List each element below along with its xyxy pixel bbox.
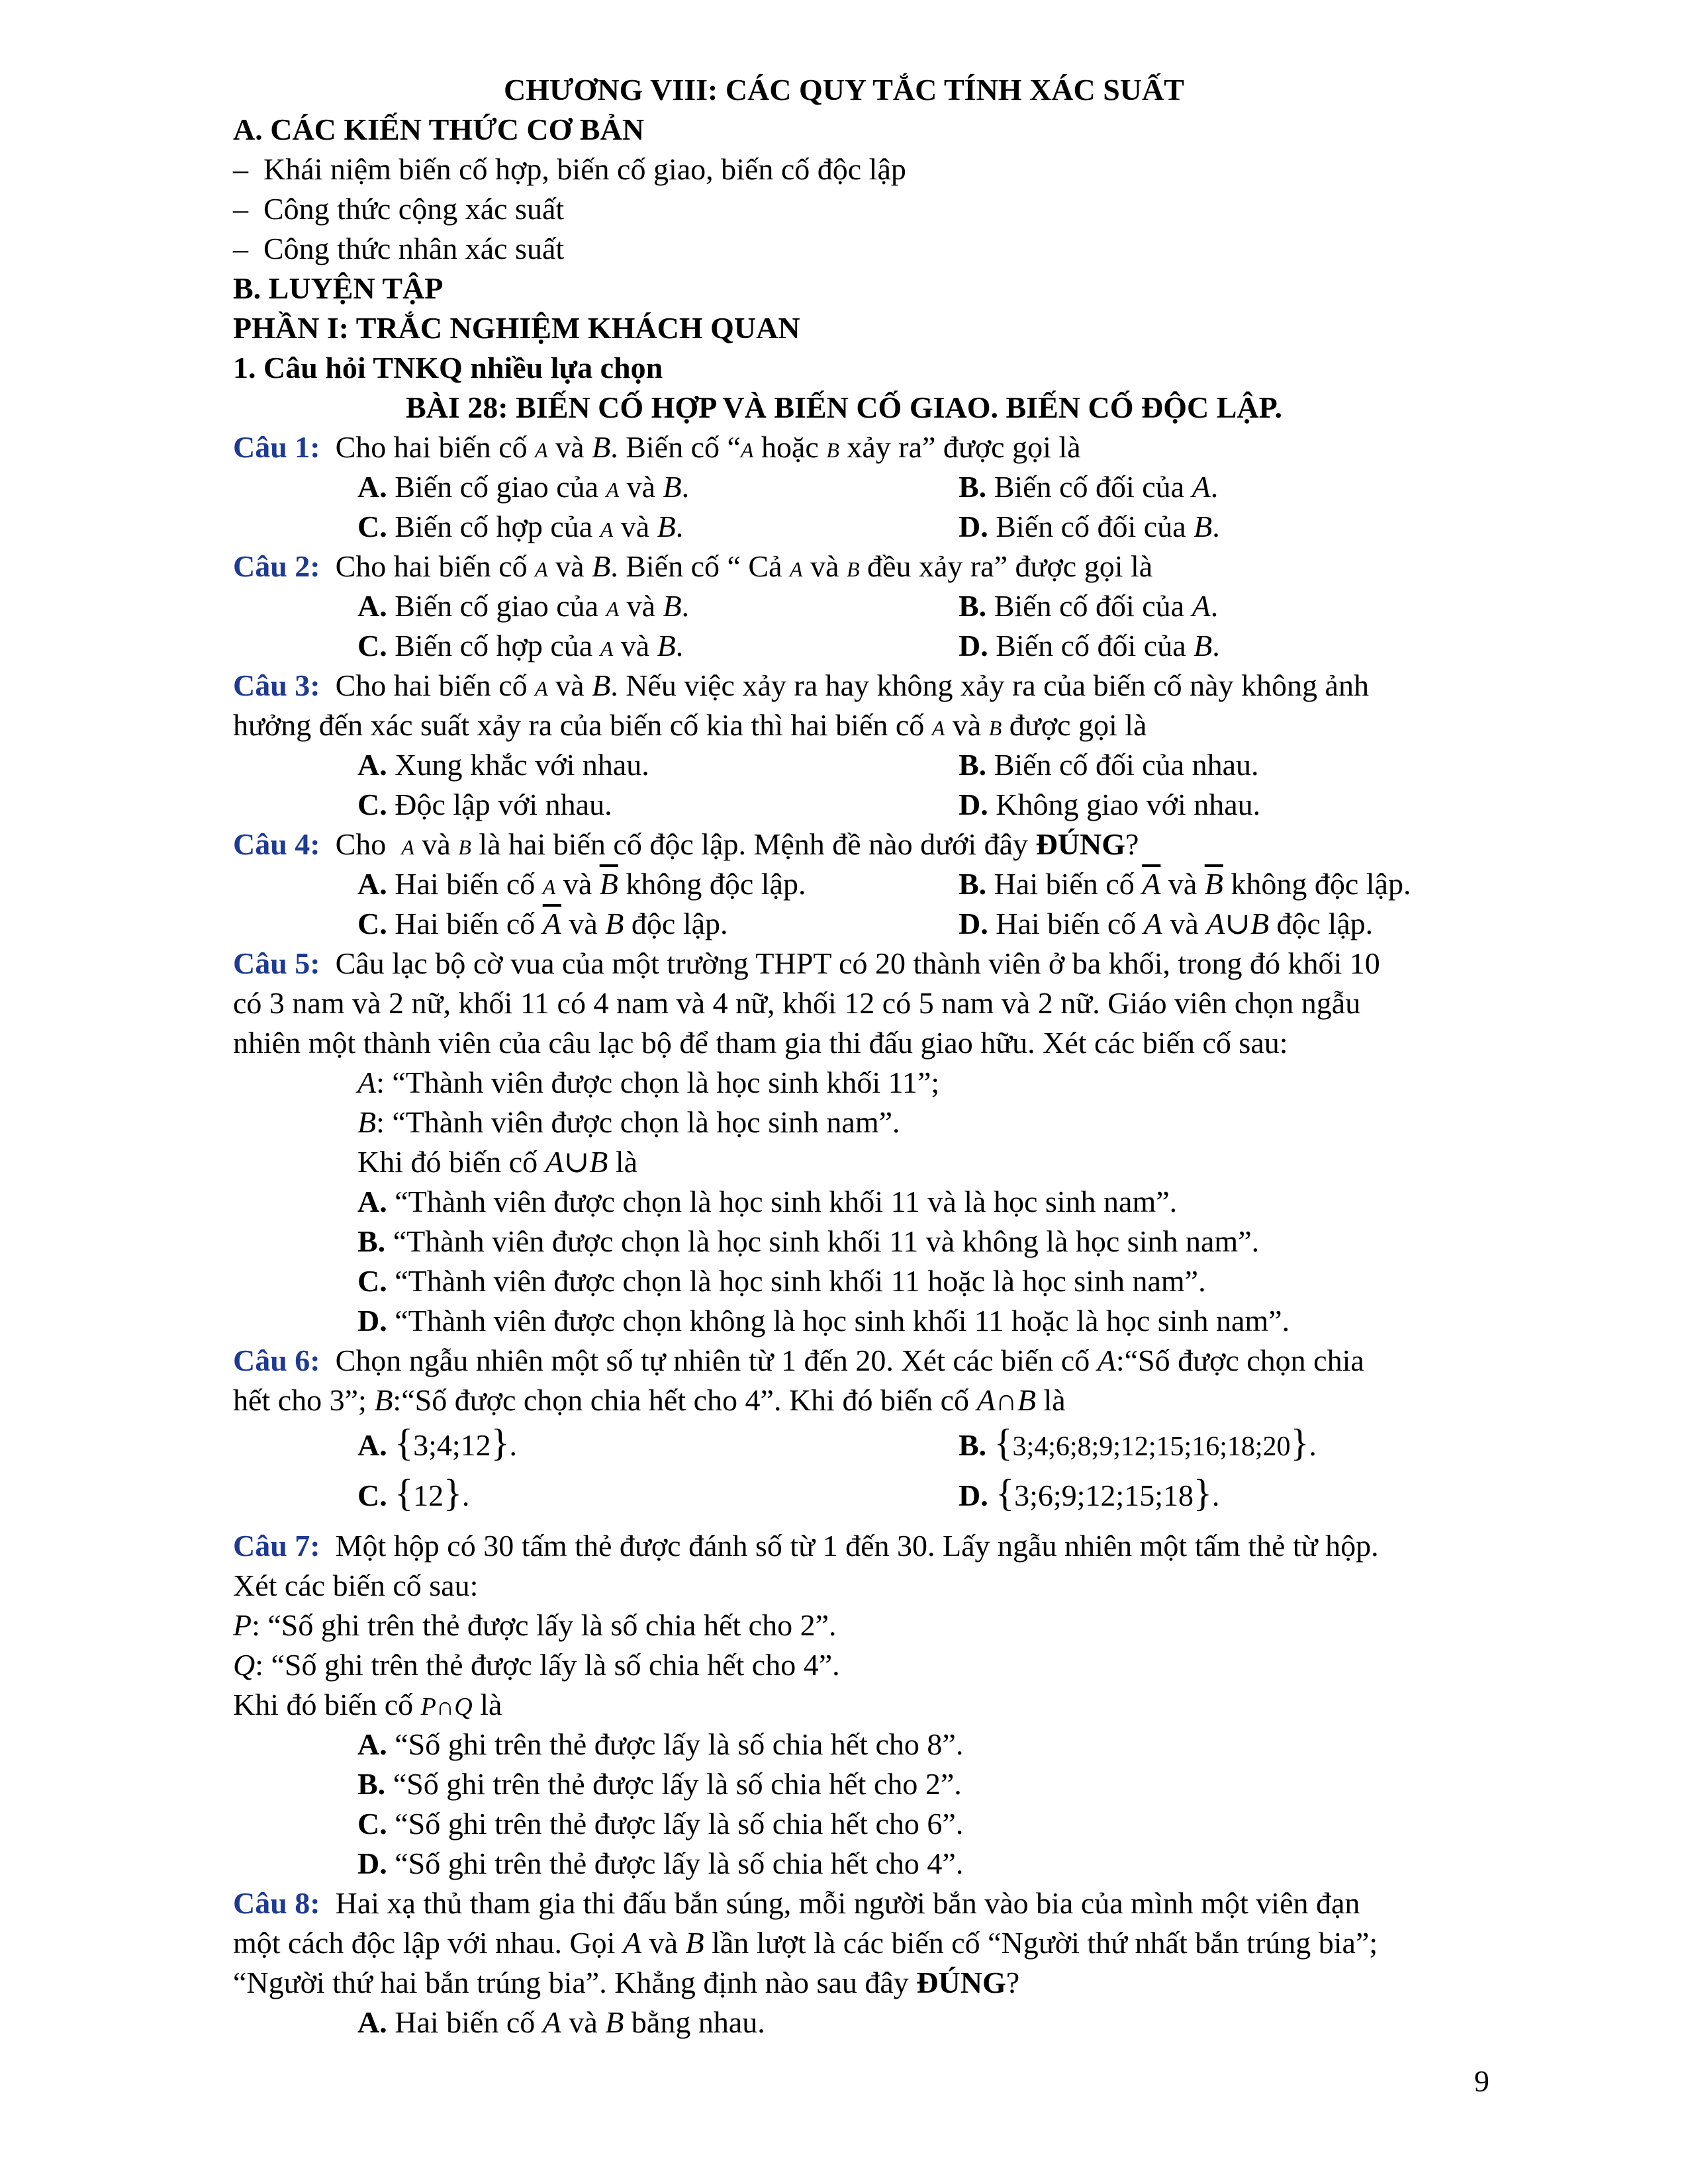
option-d: D. “Thành viên được chọn không là học sinh khối 11 hoặc là học sinh nam”.: [357, 1304, 1290, 1338]
question-8-cont: một cách độc lập với nhau. Gọi A và B lần lượt là các biến cố “Người thứ nhất bắn trúng bia”;: [233, 1926, 1378, 1960]
bullet-item: – Khái niệm biến cố hợp, biến cố giao, biến cố độc lập: [233, 152, 906, 186]
question-6-cont: hết cho 3”; B:“Số được chọn chia hết cho 4”. Khi đó biến cố A∩B là: [233, 1383, 1066, 1417]
option-c: C. Biến cố hợp của A và B.: [357, 629, 684, 662]
option-b: B. Biến cố đối của A.: [959, 470, 1219, 504]
option-a: A. “Số ghi trên thẻ được lấy là số chia hết cho 8”.: [357, 1727, 964, 1761]
option-c: C. Độc lập với nhau.: [357, 788, 612, 821]
bullet-item: – Công thức cộng xác suất: [233, 192, 565, 226]
option-d: D. Không giao với nhau.: [959, 788, 1261, 821]
question-4: Câu 4: Cho A và B là hai biến cố độc lập. Mệnh đề nào dưới đây ĐÚNG?: [233, 827, 1139, 861]
question-5-cont: có 3 nam và 2 nữ, khối 11 có 4 nam và 4 nữ, khối 12 có 5 nam và 2 nữ. Giáo viên chọn ngẫu: [233, 986, 1361, 1020]
event-b: B: “Thành viên được chọn là học sinh nam”.: [357, 1105, 900, 1139]
option-b: B. Biến cố đối của nhau.: [959, 748, 1259, 782]
page-number: 9: [1474, 2064, 1489, 2098]
chapter-title: CHƯƠNG VIII: CÁC QUY TẮC TÍNH XÁC SUẤT: [504, 73, 1184, 107]
option-b: B. Biến cố đối của A.: [959, 589, 1219, 623]
question-5-stem: Khi đó biến cố A∪B là: [357, 1145, 638, 1179]
option-a: A. “Thành viên được chọn là học sinh khối 11 và là học sinh nam”.: [357, 1185, 1178, 1218]
option-d: D. {3;6;9;12;15;18}.: [959, 1471, 1220, 1514]
question-8: Câu 8: Hai xạ thủ tham gia thi đấu bắn súng, mỗi người bắn vào bia của mình một viên đạn: [233, 1886, 1360, 1920]
lesson-title: BÀI 28: BIẾN CỐ HỢP VÀ BIẾN CỐ GIAO. BIẾN CỐ ĐỘC LẬP.: [406, 390, 1282, 424]
option-a: A. Biến cố giao của A và B.: [357, 470, 690, 504]
question-1: Câu 1: Cho hai biến cố A và B. Biến cố “A hoặc B xảy ra” được gọi là: [233, 430, 1081, 464]
bullet-item: – Công thức nhân xác suất: [233, 232, 565, 265]
option-d: D. Biến cố đối của B.: [959, 629, 1220, 662]
event-p: P: “Số ghi trên thẻ được lấy là số chia hết cho 2”.: [233, 1608, 837, 1642]
section-a-heading: A. CÁC KIẾN THỨC CƠ BẢN: [233, 113, 645, 146]
option-c: C. Biến cố hợp của A và B.: [357, 510, 684, 543]
question-3-cont: hưởng đến xác suất xảy ra của biến cố kia thì hai biến cố A và B được gọi là: [233, 708, 1147, 742]
question-2: Câu 2: Cho hai biến cố A và B. Biến cố “ Cả A và B đều xảy ra” được gọi là: [233, 549, 1153, 583]
subsection-heading: 1. Câu hỏi TNKQ nhiều lựa chọn: [233, 351, 663, 385]
question-7: Câu 7: Một hộp có 30 tấm thẻ được đánh số từ 1 đến 30. Lấy ngẫu nhiên một tấm thẻ từ hộp.: [233, 1529, 1379, 1563]
question-6: Câu 6: Chọn ngẫu nhiên một số tự nhiên từ 1 đến 20. Xét các biến cố A:“Số được chọn chia: [233, 1343, 1364, 1377]
option-a: A. Biến cố giao của A và B.: [357, 589, 690, 623]
question-5: Câu 5: Câu lạc bộ cờ vua của một trường THPT có 20 thành viên ở ba khối, trong đó khối 10: [233, 946, 1380, 980]
option-d: D. “Số ghi trên thẻ được lấy là số chia hết cho 4”.: [357, 1846, 964, 1880]
event-q: Q: “Số ghi trên thẻ được lấy là số chia hết cho 4”.: [233, 1648, 840, 1682]
question-5-cont: nhiên một thành viên của câu lạc bộ để tham gia thi đấu giao hữu. Xét các biến cố sau:: [233, 1026, 1288, 1060]
option-a: A. {3;4;12}.: [357, 1421, 517, 1464]
part-heading: PHẦN I: TRẮC NGHIỆM KHÁCH QUAN: [233, 311, 800, 345]
option-c: C. {12}.: [357, 1471, 470, 1514]
section-b-heading: B. LUYỆN TẬP: [233, 271, 444, 305]
option-d: D. Biến cố đối của B.: [959, 510, 1220, 543]
question-3: Câu 3: Cho hai biến cố A và B. Nếu việc xảy ra hay không xảy ra của biến cố này không ảnh: [233, 668, 1369, 702]
option-d: D. Hai biến cố A và A∪B độc lập.: [959, 907, 1374, 940]
option-b: B. “Thành viên được chọn là học sinh khối 11 và không là học sinh nam”.: [357, 1224, 1260, 1258]
option-b: B. {3;4;6;8;9;12;15;16;18;20}.: [959, 1421, 1317, 1464]
option-a: A. Hai biến cố A và B bằng nhau.: [357, 2005, 765, 2039]
option-b: B. “Số ghi trên thẻ được lấy là số chia hết cho 2”.: [357, 1767, 962, 1801]
event-a: A: “Thành viên được chọn là học sinh khối 11”;: [357, 1066, 940, 1099]
question-7-stem: Khi đó biến cố P∩Q là: [233, 1688, 502, 1721]
option-a: A. Xung khắc với nhau.: [357, 748, 649, 782]
option-c: C. “Thành viên được chọn là học sinh khối 11 hoặc là học sinh nam”.: [357, 1264, 1206, 1298]
question-7-cont: Xét các biến cố sau:: [233, 1569, 479, 1602]
option-a: A. Hai biến cố A và $\overline{B}$ không độc lập.: [357, 867, 806, 901]
question-8-cont: “Người thứ hai bắn trúng bia”. Khẳng định nào sau đây ĐÚNG?: [233, 1966, 1020, 1999]
option-c: C. Hai biến cố $\overline{A}$ và B độc lập.: [357, 907, 728, 940]
option-c: C. “Số ghi trên thẻ được lấy là số chia hết cho 6”.: [357, 1807, 964, 1841]
option-b: B. Hai biến cố $\overline{A}$ và $\overline{B}$ không độc lập.: [959, 867, 1411, 901]
